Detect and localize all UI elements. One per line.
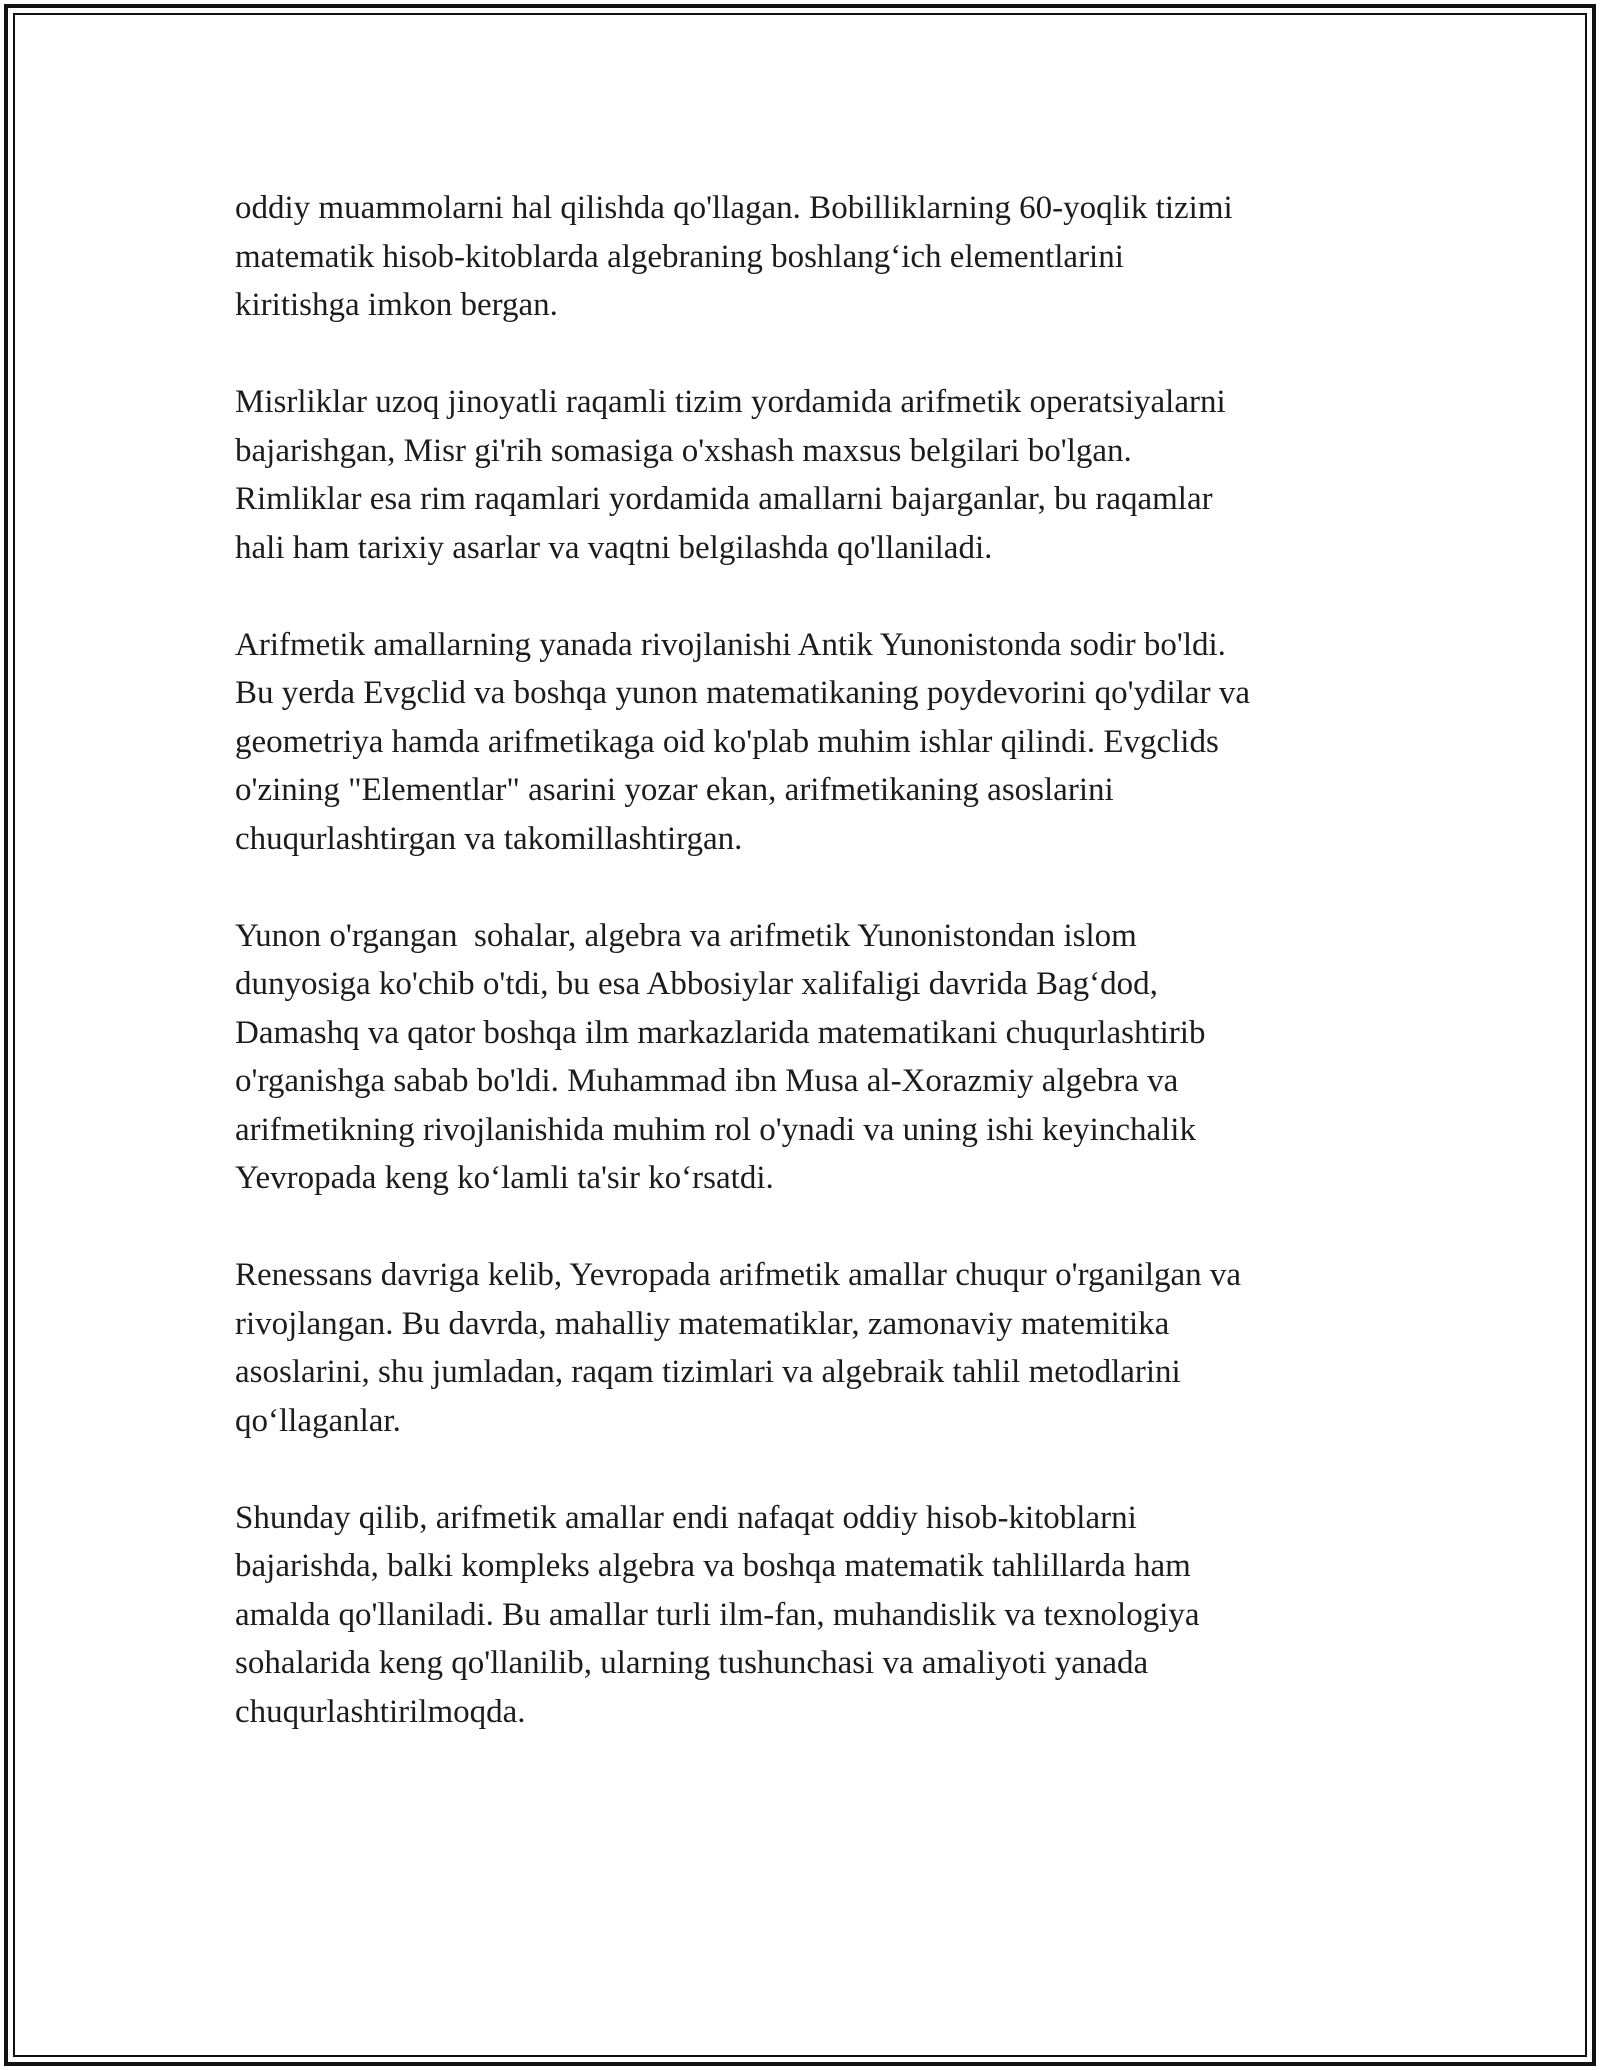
text-line: kiritishga imkon bergan. (235, 287, 558, 323)
text-line: bajarishda, balki kompleks algebra va boshqa matematik tahlillarda ham (235, 1548, 1191, 1584)
text-line: Damashq va qator boshqa ilm markazlarida matematikani chuqurlashtirib (235, 1014, 1206, 1051)
text-line: qo‘llaganlar. (235, 1402, 401, 1439)
text-line: sohalarida keng qo'llanilib, ularning tushunchasi va amaliyoti yanada (235, 1645, 1149, 1681)
text-line: chuqurlashtirilmoqda. (235, 1693, 526, 1730)
text-line: Misrliklar uzoq jinoyatli raqamli tizim yordamida arifmetik operatsiyalarni (235, 384, 1226, 420)
text-line: Shunday qilib, arifmetik amallar endi nafaqat oddiy hisob-kitoblarni (235, 1499, 1137, 1536)
text-line: o'zining "Elementlar" asarini yozar ekan, arifmetikaning asoslarini (235, 772, 1114, 808)
text-line: arifmetikning rivojlanishida muhim rol o'ynadi va uning ishi keyinchalik (235, 1111, 1196, 1148)
text-line: oddiy muammolarni hal qilishda qo'llagan. Bobilliklarning 60-yoqlik tizimi (235, 190, 1233, 226)
text-line: o'rganishga sabab bo'ldi. Muhammad ibn Musa al-Xorazmiy algebra va (235, 1063, 1179, 1099)
text-line: hali ham tarixiy asarlar va vaqtni belgilashda qo'llaniladi. (235, 529, 993, 566)
document-body (235, 184, 1395, 1785)
text-line: geometriya hamda arifmetikaga oid ko'plab muhim ishlar qilindi. Evgclids (235, 723, 1219, 760)
text-line: Bu yerda Evgclid va boshqa yunon matematikaning poydevorini qo'ydilar va (235, 675, 1250, 711)
paragraph (235, 378, 1395, 572)
text-line: chuqurlashtirgan va takomillashtirgan. (235, 820, 743, 857)
text-line: amalda qo'llaniladi. Bu amallar turli ilm-fan, muhandislik va texnologiya (235, 1596, 1200, 1633)
text-line: Rimliklar esa rim raqamlari yordamida amallarni bajarganlar, bu raqamlar (235, 481, 1213, 517)
text-line: rivojlangan. Bu davrda, mahalliy matematiklar, zamonaviy matemitika (235, 1305, 1170, 1342)
text-line: asoslarini, shu jumladan, raqam tizimlari va algebraik tahlil metodlarini (235, 1354, 1181, 1390)
text-line: matematik hisob-kitoblarda algebraning boshlang‘ich elementlarini (235, 238, 1124, 275)
text-line: Renessans davriga kelib, Yevropada arifmetik amallar chuqur o'rganilgan va (235, 1257, 1242, 1293)
paragraph (235, 912, 1395, 1203)
text-line: bajarishgan, Misr gi'rih somasiga o'xshash maxsus belgilari bo'lgan. (235, 432, 1132, 469)
paragraph (235, 184, 1395, 330)
paragraph (235, 1251, 1395, 1445)
paragraph (235, 621, 1395, 864)
text-line: Arifmetik amallarning yanada rivojlanishi Antik Yunonistonda sodir bo'ldi. (235, 626, 1226, 663)
text-line: Yevropada keng ko‘lamli ta'sir ko‘rsatdi. (235, 1160, 774, 1196)
text-line: Yunon o'rgangan sohalar, algebra va arifmetik Yunonistondan islom (235, 917, 1137, 954)
text-line: dunyosiga ko'chib o'tdi, bu esa Abbosiylar xalifaligi davrida Bag‘dod, (235, 966, 1158, 1002)
paragraph (235, 1494, 1395, 1737)
